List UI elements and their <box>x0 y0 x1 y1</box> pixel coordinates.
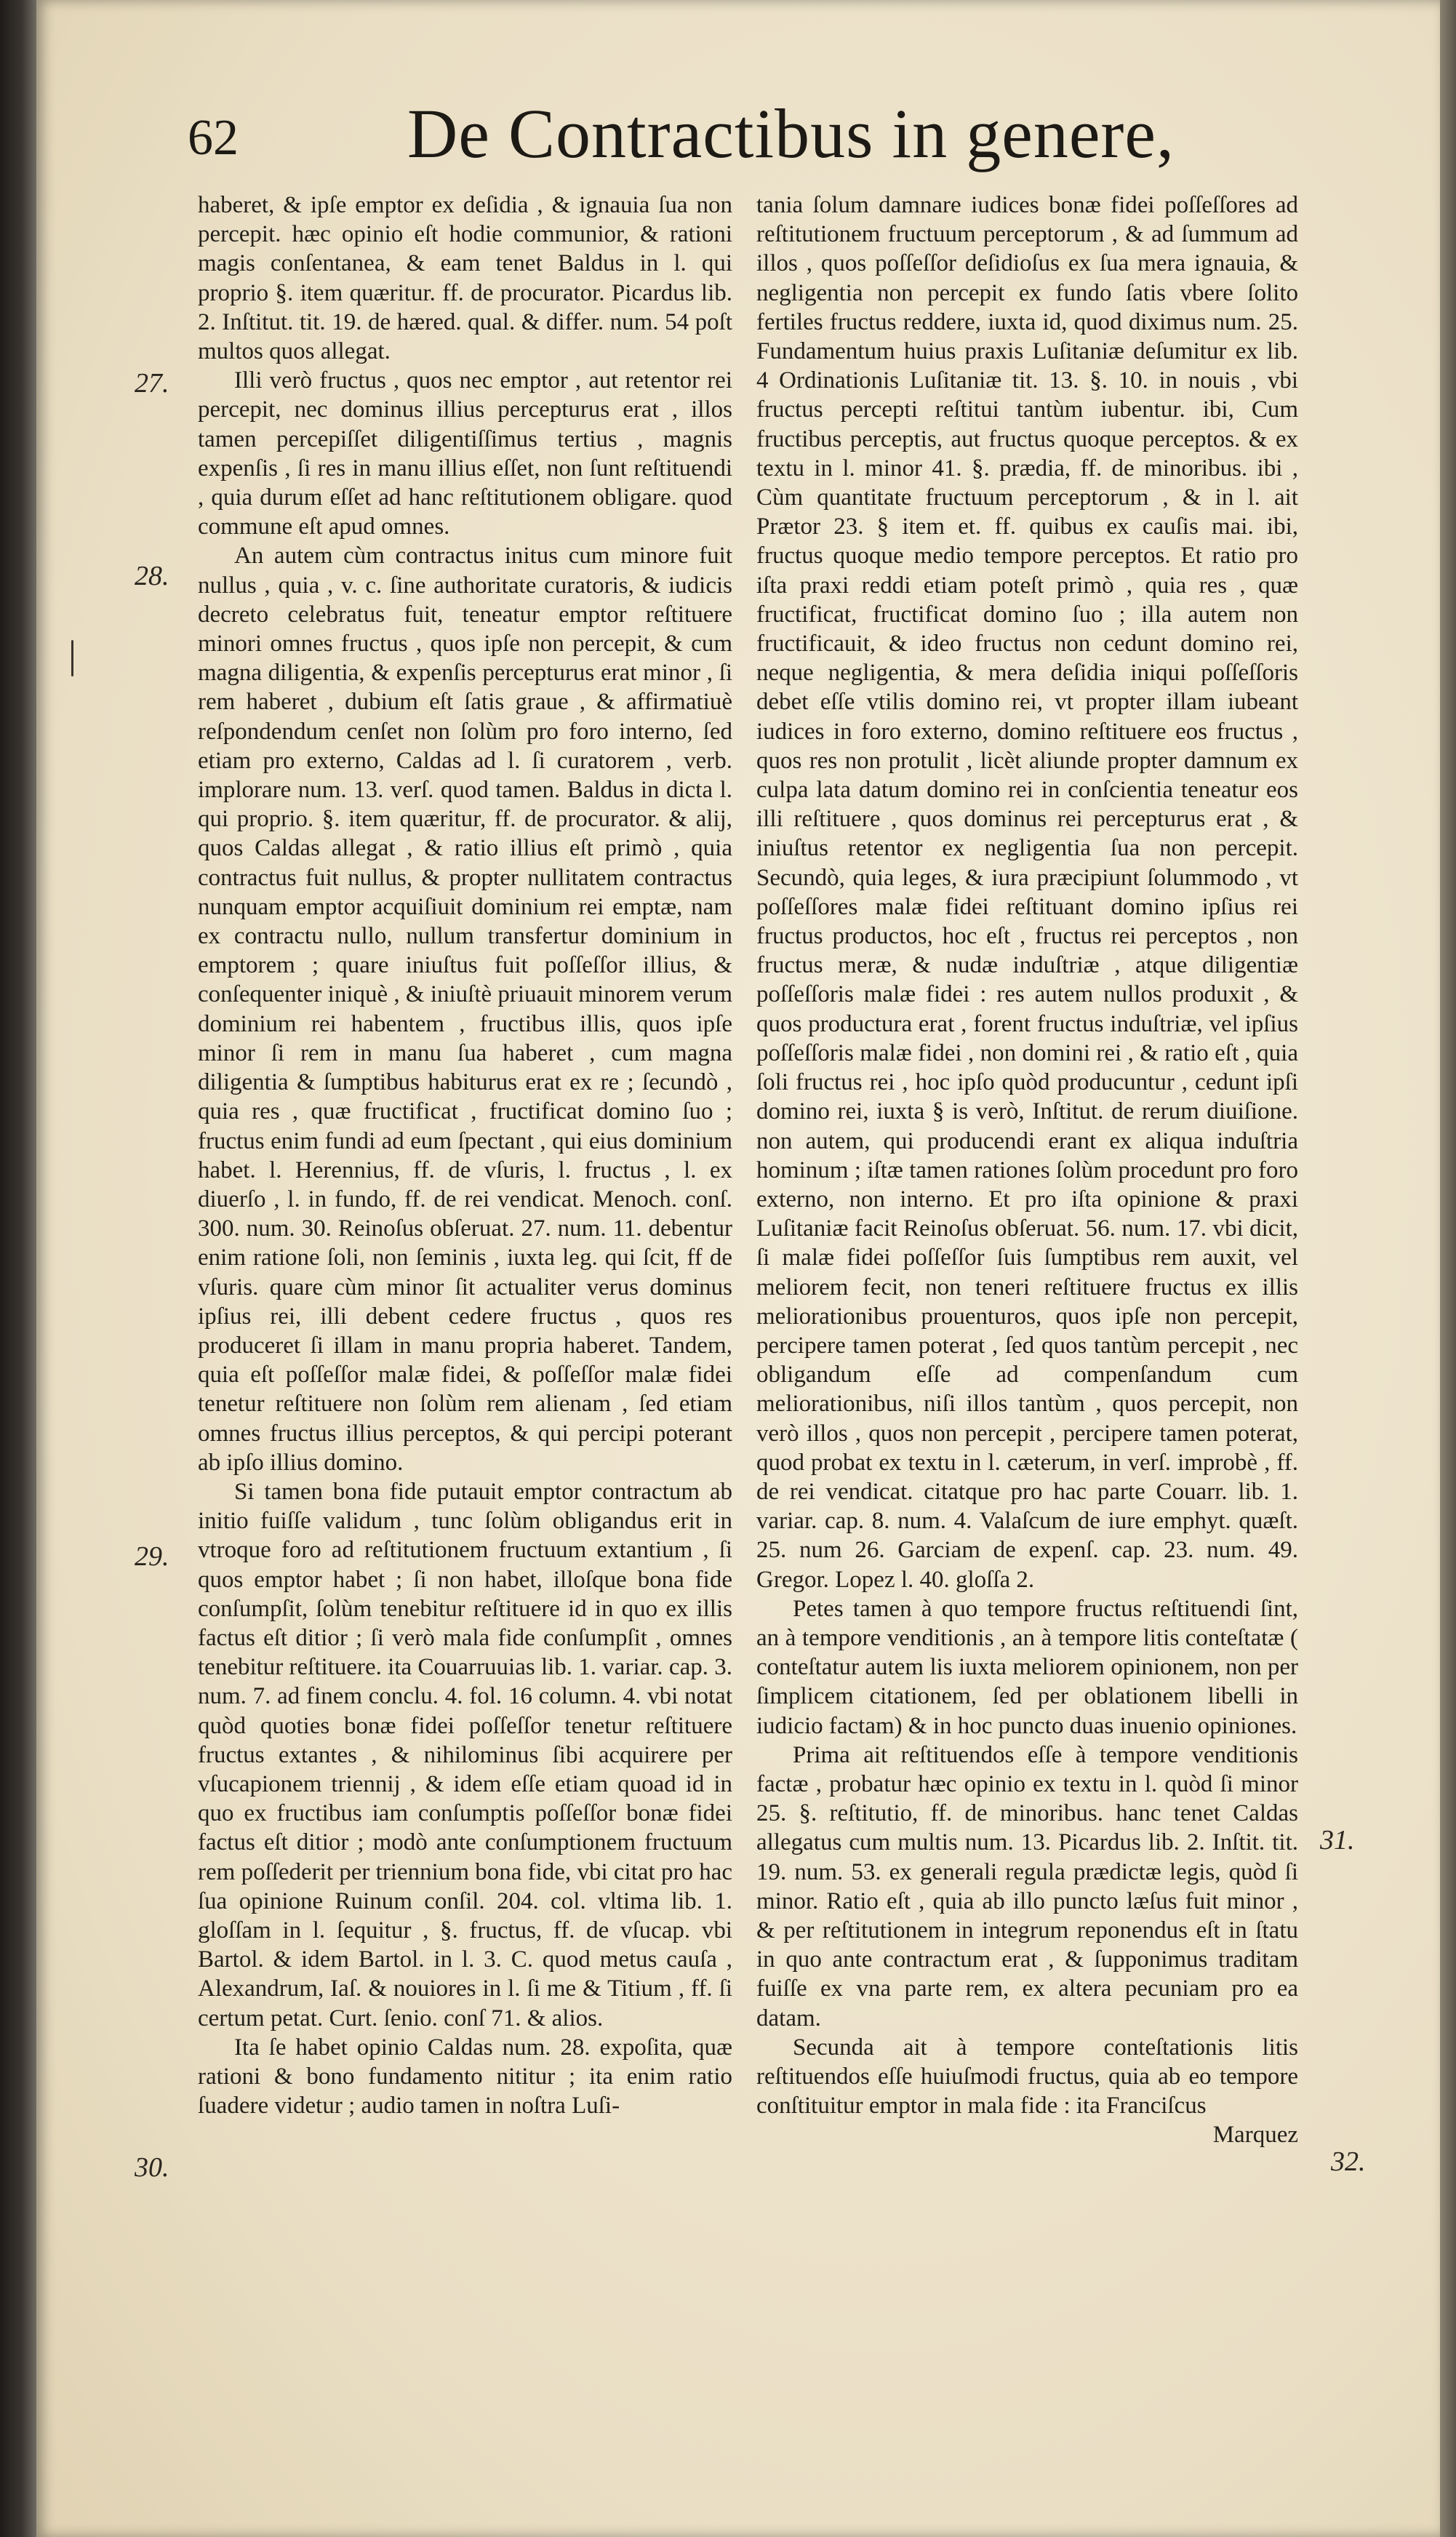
margin-number-28: 28. <box>135 561 169 591</box>
paragraph: tania ſolum damnare iudices bonæ fidei poſſeſſores ad reſtitutionem fructuum perceptorum , & ad ſummum ad illos , quos poſſeſſor deſidioſus ex ſua mera ignauia, & negligentia non percepit ex fundo ſatis vbere ſolito fertiles fructus reddere, iuxta id, quod diximus num. 25. Fundamentum huius praxis Luſitaniæ deſumitur ex lib. 4 Ordinationis Luſitaniæ tit. 13. §. 10. in nouis , vbi fructus percepti reſtitui tantùm iubentur. ibi, Cum fructibus perceptis, aut fructus quoque perceptos. & ex textu in l. minor 41. §. prædia, ff. de minoribus. ibi , Cùm quantitate fructuum perceptorum , & in l. ait Prætor 23. § item et. ff. quibus ex cauſis mai. ibi, fructus quoque medio tempore perceptos. Et ratio pro iſta praxi reddi etiam poteſt primò , quia res , quæ fructificat, fructificat domino ſuo ; illa autem non fructificauit, & ideo fructus non cedunt domino rei, neque negligentia, & mera deſidia iniqui poſſeſſoris debet eſſe vtilis domino rei, vt propter illam iubeant iudices in foro externo, domino reſtituere eos fructus , quos res non protulit , licèt aliunde propter damnum ex culpa lata datum domino rei in conſcientia teneatur eos illi reſtituere , quos dominus rei percepturus erat , & iniuſtus retentor ex negligentia ſua non percepit. Secundò, quia leges, & iura præcipiunt ſolummodo , vt poſſeſſores malæ fidei reſtituant domino ipſius rei fructus productos, hoc eſt , fructus rei perceptos , non fructus meræ, & nudæ induſtriæ , atque diligentiæ poſſeſſoris malæ fidei : res autem nullos produxit , & quos productura erat , forent fructus induſtriæ, vel ipſius poſſeſſoris malæ fidei , non domini rei , & ratio eſt , quia ſoli fructus rei , hoc ipſo quòd producuntur , cedunt ipſi domino rei, iuxta § is verò, Inſtitut. de rerum diuiſione. non autem, qui producendi erant ex aliqua induſtria hominum ; iſtæ tamen rationes ſolùm procedunt pro foro externo, non interno. Et pro iſta opinione & praxi Luſitaniæ facit Reinoſus obſeruat. 56. num. 17. vbi dicit, ſi malæ fidei poſſeſſor ſuis ſumptibus rem auxit, vel meliorem fecit, non teneri reſtituere fructus ex illis meliorationibus prouenturos, quos ipſe non percepit, percipere tamen poterat , ſed quos tantùm percepit , nec obligandum eſſe ad compenſandum cum meliorationibus, niſi illos tantùm , quos percepit, non verò illos , quos non percepit , percipere tamen poterat, quod probat ex textu in l. cæterum, in verſ. improbè , ff. de rei vendicat. citatque pro hac parte Couarr. lib. 1. variar. cap. 8. num. 4. Valaſcum de iure emphyt. quæſt. 25. num 26. Garciam de expenſ. cap. 23. num. 49. Gregor. Lopez l. 40. gloſſa 2. <box>756 192 1298 1593</box>
page-edge <box>1440 0 1456 2537</box>
catchword: Marquez <box>1212 2122 1298 2149</box>
margin-number-30: 30. <box>135 2152 169 2183</box>
margin-number-27: 27. <box>135 368 169 399</box>
book-binding <box>0 0 36 2537</box>
left-column <box>198 191 732 2120</box>
margin-number-29: 29. <box>135 1541 169 1572</box>
running-head: De Contractibus in genere, <box>407 95 1175 172</box>
paragraph: An autem cùm contractus initus cum minore fuit nullus , quia , v. c. ſine authoritate curatoris, & iudicis decreto celebratus fuit, teneatur emptor reſtituere minori omnes fructus , quos ipſe non percepit, & cum magna diligentia, & expenſis percepturus erat minor , ſi rem haberet , dubium eſt ſatis graue , & affirmatiuè reſpondendum cenſet non ſolùm pro foro interno, ſed etiam pro externo, Caldas ad l. ſi curatorem , verb. implorare num. 13. verſ. quod tamen. Baldus in dicta l. qui proprio. §. item quæritur, ff. de procurator. & alij, quos Caldas allegat , & ratio illius eſt primò , quia contractus fuit nullus, & propter nullitatem contractus nunquam emptor acquiſiuit dominium rei emptæ, nam ex contractu nullo, nullum transfertur dominium in emptorem ; quare iniuſtus fuit poſſeſſor illius, & conſequenter iniquè , & iniuſtè priuauit minorem verum dominium rei habentem , fructibus illis, quos ipſe minor ſi rem in manu ſua haberet , cum magna diligentia & ſumptibus habiturus erat ex re ; ſecundò , quia res , quæ fructificat , fructificat domino ſuo ; fructus enim fundi ad eum ſpectant , qui eius dominium habet. l. Herennius, ff. de vſuris, l. fructus , l. ex diuerſo , l. in fundo, ff. de rei vendicat. Menoch. conſ. 300. num. 30. Reinoſus obſeruat. 27. num. 11. debentur enim ratione ſoli, non ſeminis , iuxta leg. qui ſcit, ff de vſuris. quare cùm minor ſit actualiter verus dominus ipſius rei, illi debent cedere fructus , quos res produceret ſi illam in manu propria haberet. Tandem, quia eſt poſſeſſor malæ fidei, & poſſeſſor malæ fidei tenetur reſtituere non ſolùm rem alienam , ſed etiam omnes fructus illius perceptos, & qui percipi poterant ab ipſo illius domino. <box>198 543 732 1476</box>
paragraph: haberet, & ipſe emptor ex deſidia , & ignauia ſua non percepit. hæc opinio eſt hodie communior, & rationi magis conſentanea, & eam tenet Baldus in l. qui proprio §. item quæritur. ff. de procurator. Picardus lib. 2. Inſtitut. tit. 19. de hæred. qual. & differ. num. 54 poſt multos quos allegat. <box>198 192 732 365</box>
paragraph: Secunda ait à tempore conteſtationis litis reſtituendos eſſe huiuſmodi fructus, quia ab eo tempore conſtituitur emptor in mala fide : ita Franciſcus <box>756 2034 1298 2120</box>
margin-number-31: 31. <box>1320 1825 1355 1855</box>
right-column <box>756 191 1298 2150</box>
paragraph: Prima ait reſtituendos eſſe à tempore venditionis factæ , probatur hæc opinio ex textu in l. quòd ſi minor 25. §. reſtitutio, ff. de minoribus. hanc tenet Caldas allegatus cum multis num. 13. Picardus lib. 2. Inſtit. tit. 19. num. 53. ex generali regula prædictæ legis, quòd ſi minor. Ratio eſt , quia ab illo puncto læſus fuit minor , & per reſtitutionem in integrum reponendus eſt in ſtatu in quo ante contractum erat , & ſupponimus traditam fuiſſe ex vna parte rem, ex altera pecuniam pro ea datam. <box>756 1741 1298 2031</box>
paragraph: Ita ſe habet opinio Caldas num. 28. expoſita, quæ rationi & bono fundamento nititur ; ita enim ratio ſuadere videtur ; audio tamen in noſtra Luſi- <box>198 2034 732 2120</box>
page-number: 62 <box>188 110 239 166</box>
pencil-mark <box>71 640 73 676</box>
paragraph: Petes tamen à quo tempore fructus reſtituendi ſint, an à tempore venditionis , an à tempore litis conteſtatæ ( conteſtatur autem lis iuxta meliorem opinionem, non per ſimplicem citationem, ſed per oblationem libelli in iudicio factam) & in hoc puncto duas inuenio opiniones. <box>756 1595 1298 1739</box>
margin-number-32: 32. <box>1331 2146 1366 2177</box>
paragraph: Illi verò fructus , quos nec emptor , aut retentor rei percepit, nec dominus illius percepturus erat , illos tamen percepiſſet diligentiſſimus tertius , magnis expenſis , ſi res in manu illius eſſet, non ſunt reſtituendi , quia durum eſſet ad hanc reſtitutionem obligare. quod commune eſt apud omnes. <box>198 367 732 540</box>
paragraph: Si tamen bona fide putauit emptor contractum ab initio fuiſſe validum , tunc ſolùm obligandus erit in vtroque foro ad reſtitutionem fructuum extantium , ſi quos emptor habet ; ſi non habet, illoſque bona fide conſumpſit, ſolùm tenebitur reſtituere id in quo ex illis factus eſt ditior ; ſi verò mala fide conſumpſit , omnes tenebitur reſtituere. ita Couarruuias lib. 1. variar. cap. 3. num. 7. ad finem conclu. 4. fol. 16 column. 4. vbi notat quòd quoties bonæ fidei poſſeſſor tenetur reſtituere fructus extantes , & nihilominus ſibi acquirere per vſucapionem triennij , & idem eſſe etiam quoad id in quo ex fructibus iam conſumptis poſſeſſor bonæ fidei factus eſt ditior ; modò ante conſumptionem fructuum rem poſſederit per triennium bona fide, vbi citat pro hac ſua opinione Ruinum conſil. 204. col. vltima lib. 1. gloſſam in l. ſequitur , §. fructus, ff. de vſucap. vbi Bartol. & idem Bartol. in l. 3. C. quod metus cauſa , Alexandrum, Iaſ. & nouiores in l. ſi me & Titium , ff. ſi certum petat. Curt. ſenio. conſ 71. & alios. <box>198 1478 732 2031</box>
